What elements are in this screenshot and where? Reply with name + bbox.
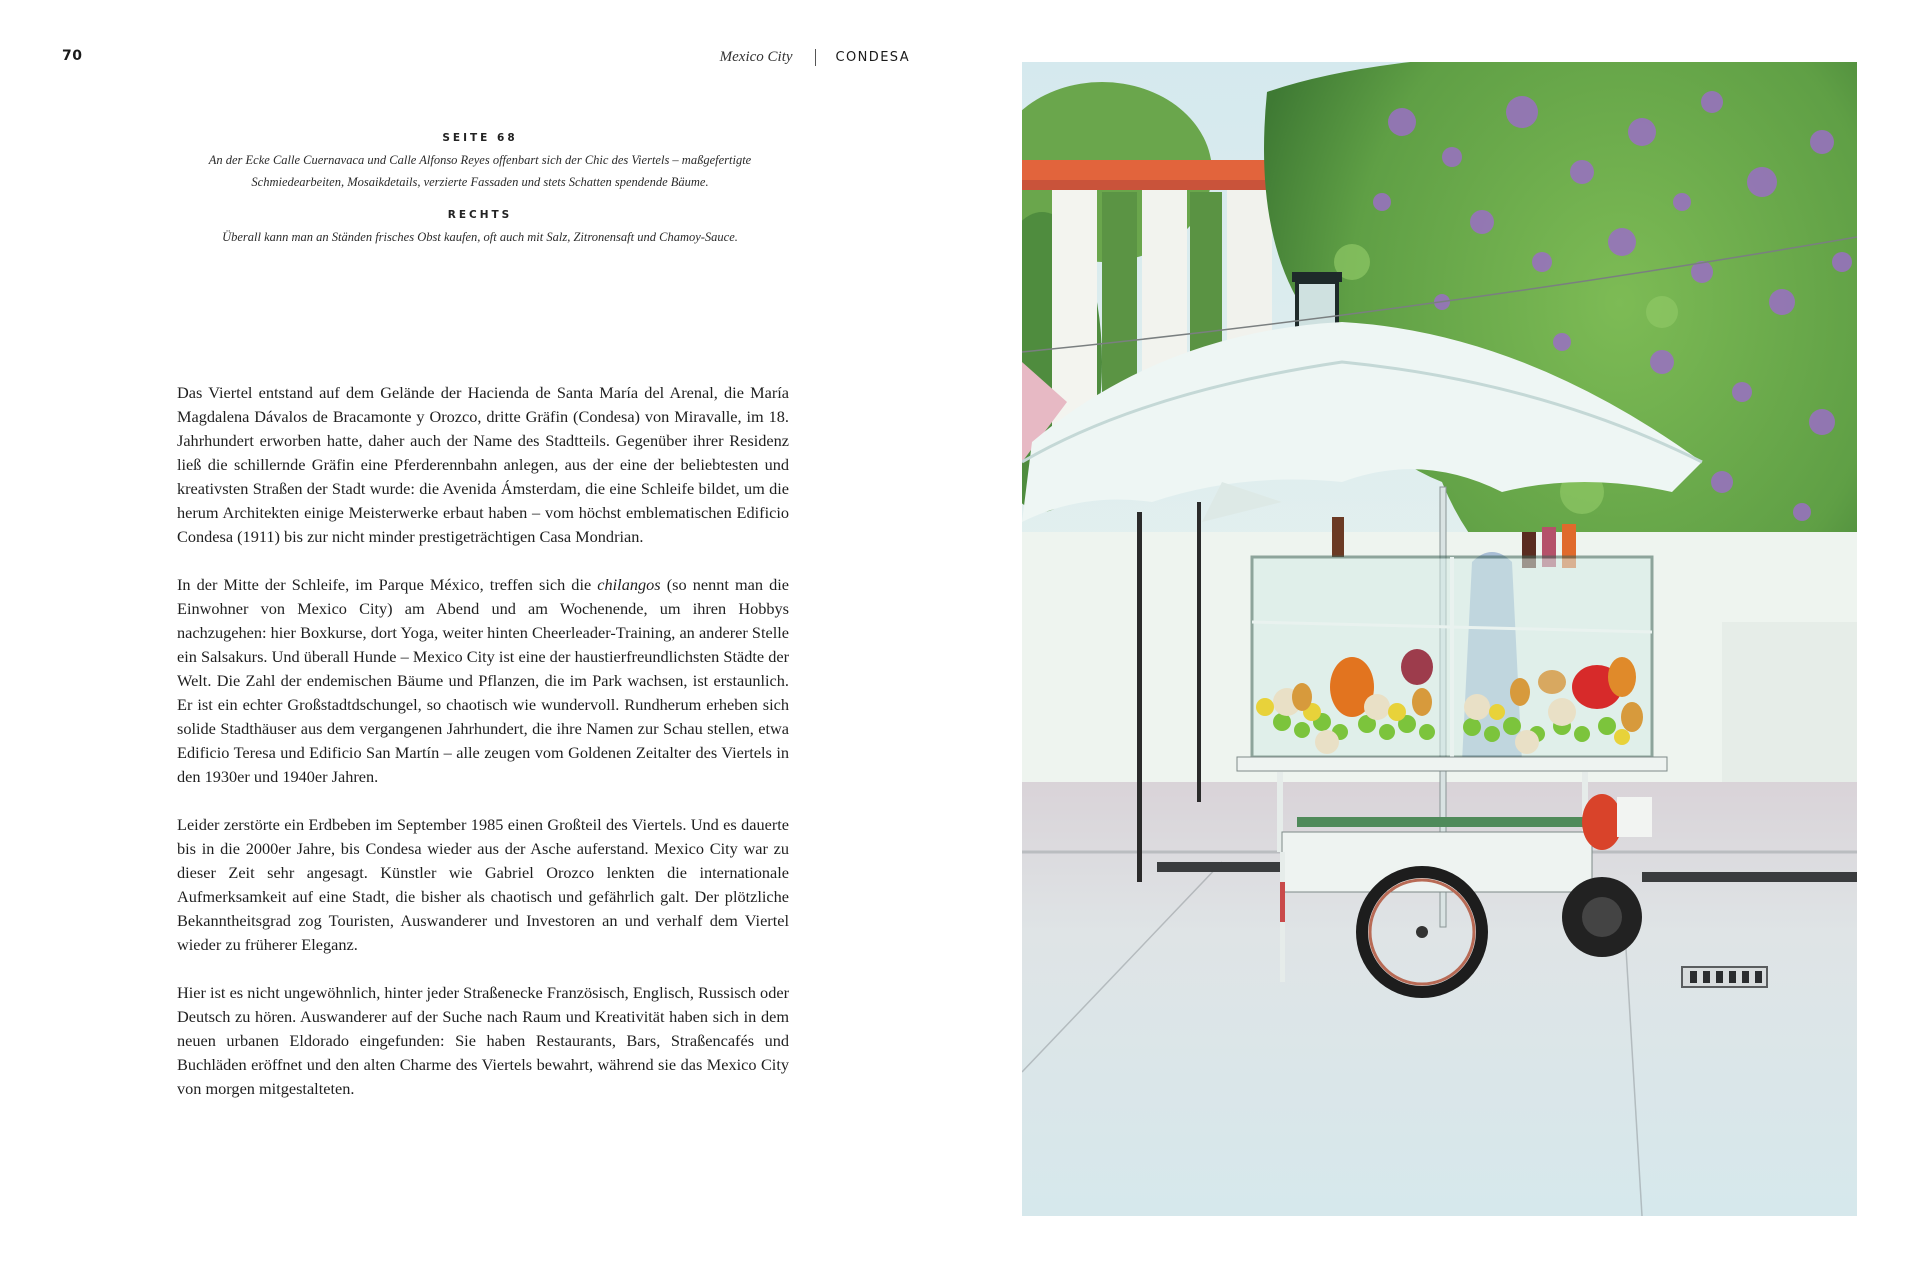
running-head-city: Mexico City [719, 48, 793, 65]
page-number: 70 [62, 48, 83, 64]
running-head-section: CONDESA [835, 49, 910, 65]
photo-captions [200, 132, 760, 249]
paragraph-3: Leider zerstörte ein Erdbeben im September 1985 einen Großteil des Viertels. Und es dauerte bis in die 2000er Jahre, bis Condesa wieder aus der Asche auferstand. Mexico City war zu dieser Zeit sehr angesagt. Künstler wie Gabriel Orozco lenkten die internationale Aufmerksamkeit auf eine Stadt, die bisher als chaotisch und gefährlich galt. Der plötzliche Bekanntheitsgrad zog Touristen, Auswanderer und Investoren an und verhalf dem Viertel wieder zu früherer Eleganz. [177, 815, 789, 954]
caption-text: Überall kann man an Ständen frisches Obst kaufen, oft auch mit Salz, Zitronensaft und Chamoy-Sauce. [222, 230, 738, 244]
italic-term-chilangos: chilangos [597, 575, 661, 594]
fruit-cart-illustration [1022, 62, 1857, 1216]
paragraph-2 [177, 573, 789, 789]
running-head [690, 46, 910, 68]
paragraph-1: Das Viertel entstand auf dem Gelände der Hacienda de Santa María del Arenal, die María Magdalena Dávalos de Bracamonte y Orozco, dritte Gräfin (Condesa) von Miravalle, im 18. Jahrhundert erworben hatte, daher auch der Name des Stadtteils. Gegenüber ihrer Residenz ließ die schillernde Gräfin eine Pferderennbahn anlegen, aus der eine der beliebtesten und kreativsten Straßen der Stadt wurde: die Avenida Ámsterdam, die eine Schleife bildet, um die herum Architekten einige Meisterwerke erbaut haben – vom höchst emblematischen Edificio Condesa (1911) bis zur nicht minder prestigeträchtigen Casa Mondrian. [177, 383, 789, 546]
fruit-cart-photo [1022, 62, 1857, 1216]
paragraph-2-end: (so nennt man die Einwohner von Mexico City) am Abend und am Wochenende, um ihren Hobbys nachzugehen: hier Boxkurse, dort Yoga, weiter hinten Cheerleader-Training, an anderer Stelle ein Salsakurs. Und überall Hunde – Mexico City ist eine der haustierfreundlichsten Städte der Welt. Die Zahl der endemischen Bäume und Pflanzen, die im Park wachsen, ist erstaunlich. Er ist ein echter Großstadtdschungel, so chaotisch wie wundervoll. Rundherum erheben sich solide Stadthäuser aus dem vergangenen Jahrhundert, die ihre Namen zur Schau stellen, etwa Edificio Teresa und Edificio San Martín – alle zeugen vom Goldenen Zeitalter des Viertels in den 1930er und 1940er Jahren. [177, 575, 789, 786]
caption-label: RECHTS [447, 209, 513, 221]
article-body [177, 381, 789, 1125]
paragraph-2-start: In der Mitte der Schleife, im Parque México, treffen sich die [177, 575, 598, 594]
caption-rechts [200, 209, 760, 249]
caption-text: An der Ecke Calle Cuernavaca und Calle Alfonso Reyes offenbart sich der Chic des Viertels – maßgefertigte Schmiedearbeiten, Mosaikdetails, verzierte Fassaden und stets Schatten spendende Bäume. [208, 153, 752, 189]
caption-seite-68 [200, 132, 760, 193]
running-head-separator [815, 49, 816, 66]
caption-label: SEITE 68 [442, 132, 518, 144]
paragraph-4: Hier ist es nicht ungewöhnlich, hinter jeder Straßenecke Französisch, Englisch, Russisch oder Deutsch zu hören. Auswanderer auf der Suche nach Raum und Kreativität haben sich in dem neuen urbanen Eldorado eingefunden: Sie haben Restaurants, Bars, Straßencafés und Buchläden eröffnet und den alten Charme des Viertels bewahrt, während sie das Mexico City von morgen mitgestalteten. [177, 983, 789, 1098]
